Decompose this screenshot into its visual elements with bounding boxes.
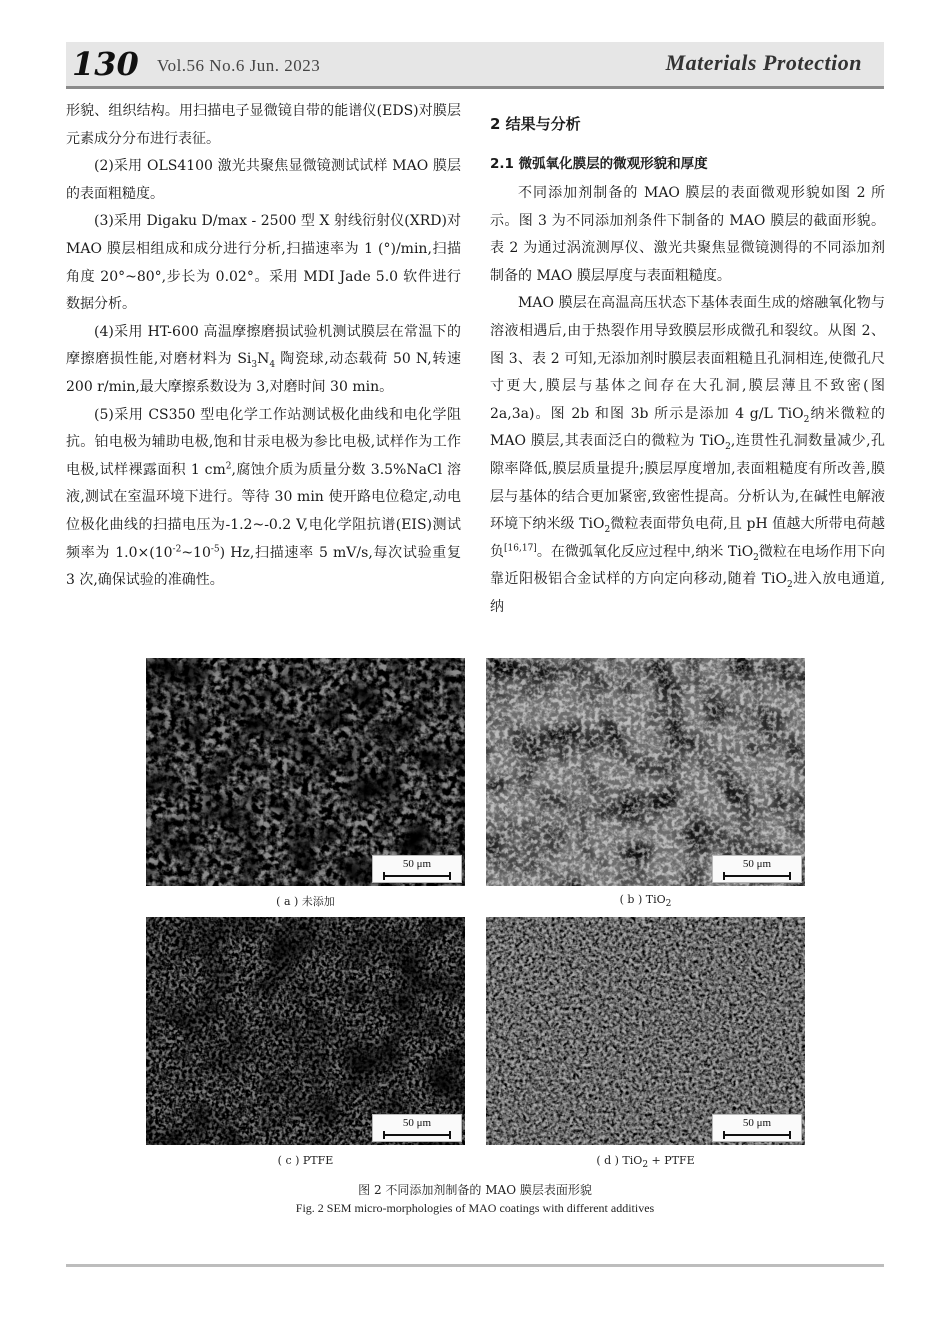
- paragraph: 不同添加剂制备的 MAO 膜层的表面微观形貌如图 2 所示。图 3 为不同添加剂条件下制备的 MAO 膜层的截面形貌。表 2 为通过涡流测厚仪、激光共聚焦显微镜测得的不同添加剂制备的 MAO 膜层厚度与表面粗糙度。: [490, 185, 885, 284]
- sem-image-b: [486, 658, 805, 886]
- sem-image-d: [486, 917, 805, 1145]
- subcaption-a: ( a ) 未添加: [276, 895, 335, 908]
- scale-bar: 50 μm: [712, 1114, 802, 1142]
- right-column: [490, 110, 885, 622]
- figure-caption-cn: 图 2 不同添加剂制备的 MAO 膜层表面形貌: [358, 1183, 592, 1197]
- scale-bar: 50 μm: [372, 855, 462, 883]
- paragraph: 形貌、组织结构。用扫描电子显微镜自带的能谱仪(EDS)对膜层元素成分分布进行表征。: [66, 103, 461, 147]
- figure-caption-en: Fig. 2 SEM micro-morphologies of MAO coatings with different additives: [295, 1201, 655, 1215]
- paragraph: (2)采用 OLS4100 激光共聚焦显微镜测试试样 MAO 膜层的表面粗糙度。: [66, 158, 461, 202]
- journal-title: Materials Protection: [665, 50, 862, 75]
- issue-info: Vol.56 No.6 Jun. 2023: [157, 56, 321, 75]
- paragraph: (3)采用 Digaku D/max - 2500 型 X 射线衍射仪(XRD)对 MAO 膜层相组成和成分进行分析,扫描速率为 1 (°)/min,扫描角度 20°~80°,步长为 0.02°。采用 MDI Jade 5.0 软件进行数据分析。: [66, 213, 461, 313]
- subsection-heading: 2.1 微弧氧化膜层的微观形貌和厚度: [490, 156, 708, 172]
- paragraph: MAO 膜层在高温高压状态下基体表面生成的熔融氧化物与溶液相遇后,由于热裂作用导致膜层形成微孔和裂纹。从图 2、图 3、表 2 可知,无添加剂时膜层表面粗糙且孔洞相连,使微孔尺寸更大,膜层与基体之间存在大孔洞,膜层薄且不致密(图 2a,3a)。图 2b 和图 3b 所示是添加 4 g/L TiO$_2$纳米微粒的 MAO 膜层,其表面泛白的微粒为 TiO$_2$,连贯性孔洞数量减少,孔隙率降低,膜层质量提升;膜层厚度增加,表面粗糙度有所改善,膜层与基体的结合更加紧密,致密性提高。分析认为,在碱性电解液环境下纳米级 TiO$_2$微粒表面带负电荷,且 pH 值越大所带电荷越负[16,17]。在微弧氧化反应过程中,纳米 TiO$_2$微粒在电场作用下向靠近阳极铝合金试样的方向定向移动,随着 TiO$_2$进入放电通道, 纳: [490, 295, 885, 615]
- scale-bar: 50 μm: [372, 1114, 462, 1142]
- sem-image-c: [146, 917, 465, 1145]
- footer-rule: [66, 1264, 884, 1267]
- section-heading: 2 结果与分析: [490, 115, 581, 133]
- subcaption-c: ( c ) PTFE: [277, 1154, 334, 1167]
- page-number: 130: [72, 45, 139, 83]
- subcaption-b: ( b ) TiO$_2$: [619, 893, 672, 910]
- paragraph: (5)采用 CS350 型电化学工作站测试极化曲线和电化学阻抗。铂电极为辅助电极,饱和甘汞电极为参比电极,试样作为工作电极,试样裸露面积 1 $cm^2$,腐蚀介质为质量分数 3.5%NaCl 溶液,测试在室温环境下进行。等待 30 min 使开路电位稳定,动电位极化曲线的扫描电压为-1.2~-0.2 V,电化学阻抗谱(EIS)测试频率为 $1.0\times(10^{-2}\sim 10^{-5})$ Hz,扫描速率 5 mV/s,每次试验重复 3 次,确保试验的准确性。: [66, 406, 461, 589]
- scale-bar: 50 μm: [712, 855, 802, 883]
- paragraph: (4)采用 HT-600 高温摩擦磨损试验机测试膜层在常温下的摩擦磨损性能,对磨材料为 $Si_3N_4$ 陶瓷球,动态载荷 50 N,转速 200 r/min,最大摩擦系数设为 3,对磨时间 30 min。: [66, 323, 462, 395]
- subcaption-d: ( d ) TiO$_2$ + PTFE: [596, 1154, 695, 1171]
- sem-image-a: [146, 658, 465, 886]
- left-column: [66, 98, 461, 595]
- header-rule: [66, 86, 884, 89]
